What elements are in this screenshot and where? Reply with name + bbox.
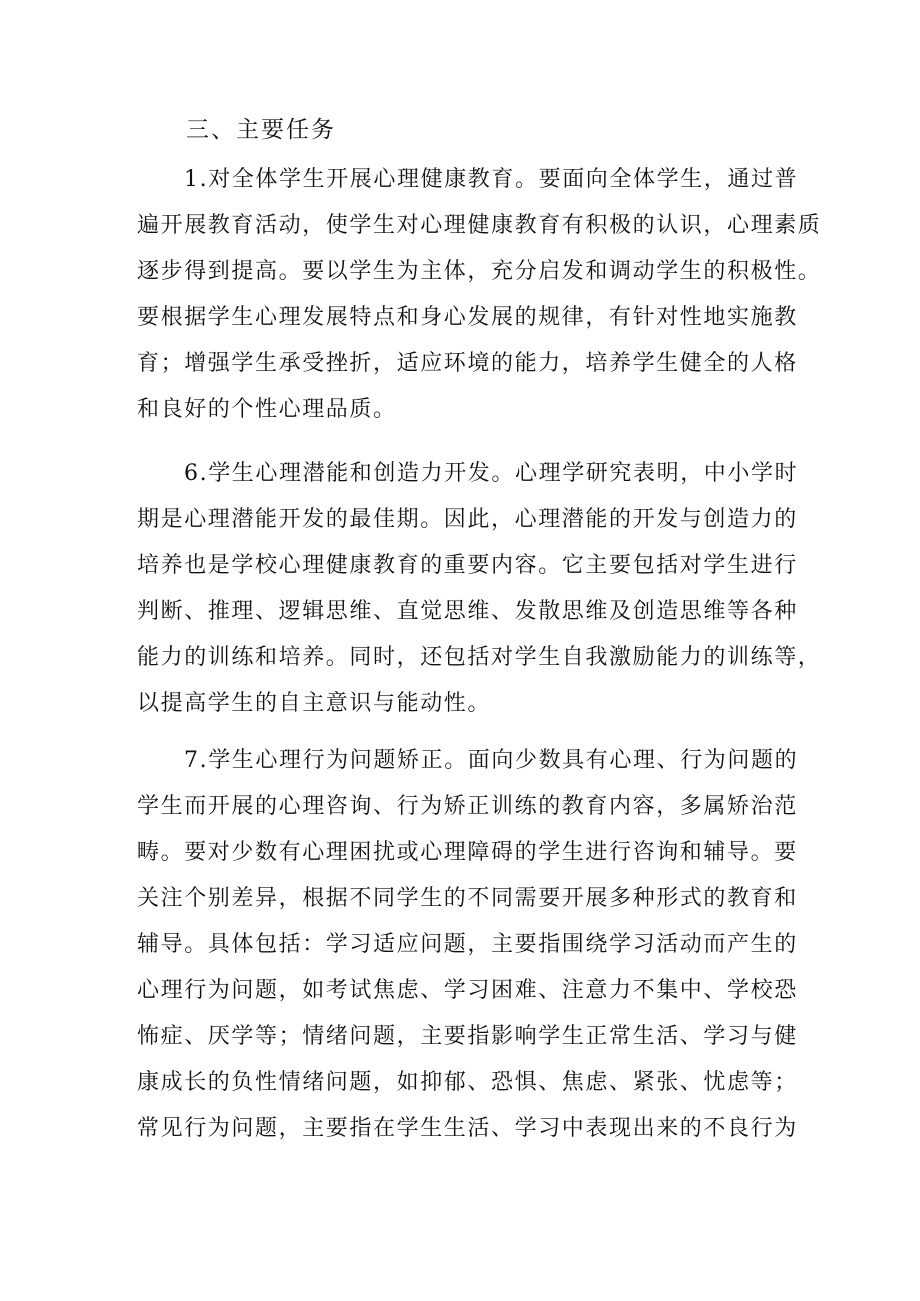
paragraph-line: 康成长的负性情绪问题，如抑郁、恐惧、焦虑、紧张、忧虑等； xyxy=(137,1070,798,1095)
paragraph-6 xyxy=(137,451,822,727)
paragraph-line: 以提高学生的自主意识与能动性。 xyxy=(137,691,492,716)
paragraph-line: 常见行为问题，主要指在学生生活、学习中表现出来的不良行为 xyxy=(137,1116,798,1141)
paragraph-1 xyxy=(137,157,822,433)
paragraph-line: 心理行为问题，如考试焦虑、学习困难、注意力不集中、学校恐 xyxy=(137,978,798,1003)
paragraph-line: 6.学生心理潜能和创造力开发。心理学研究表明，中小学时 xyxy=(184,461,799,486)
paragraph-line: 期是心理潜能开发的最佳期。因此，心理潜能的开发与创造力的 xyxy=(137,507,798,532)
paragraph-line: 学生而开展的心理咨询、行为矫正训练的教育内容，多属矫治范 xyxy=(137,794,798,819)
paragraph-line: 辅导。具体包括：学习适应问题，主要指围绕学习活动而产生的 xyxy=(137,932,798,957)
paragraph-line: 培养也是学校心理健康教育的重要内容。它主要包括对学生进行 xyxy=(137,553,798,578)
paragraph-line: 和良好的个性心理品质。 xyxy=(137,397,397,422)
paragraph-line: 怖症、厌学等；情绪问题，主要指影响学生正常生活、学习与健 xyxy=(137,1024,798,1049)
paragraph-line: 判断、推理、逻辑思维、直觉思维、发散思维及创造思维等各种 xyxy=(137,599,798,624)
section-heading: 三、主要任务 xyxy=(186,117,336,143)
paragraph-line: 7.学生心理行为问题矫正。面向少数具有心理、行为问题的 xyxy=(184,748,799,773)
paragraph-line: 畴。要对少数有心理困扰或心理障碍的学生进行咨询和辅导。要 xyxy=(137,840,798,865)
paragraph-line: 逐步得到提高。要以学生为主体，充分启发和调动学生的积极性。 xyxy=(137,259,822,284)
paragraph-line: 关注个别差异，根据不同学生的不同需要开展多种形式的教育和 xyxy=(137,886,798,911)
paragraph-7 xyxy=(137,738,799,1152)
paragraph-line: 育；增强学生承受挫折，适应环境的能力，培养学生健全的人格 xyxy=(137,351,798,376)
paragraph-line: 1.对全体学生开展心理健康教育。要面向全体学生，通过普 xyxy=(184,167,799,192)
paragraph-line: 能力的训练和培养。同时，还包括对学生自我激励能力的训练等， xyxy=(137,645,822,670)
paragraph-line: 要根据学生心理发展特点和身心发展的规律，有针对性地实施教 xyxy=(137,305,798,330)
paragraph-line: 遍开展教育活动，使学生对心理健康教育有积极的认识，心理素质 xyxy=(137,213,822,238)
